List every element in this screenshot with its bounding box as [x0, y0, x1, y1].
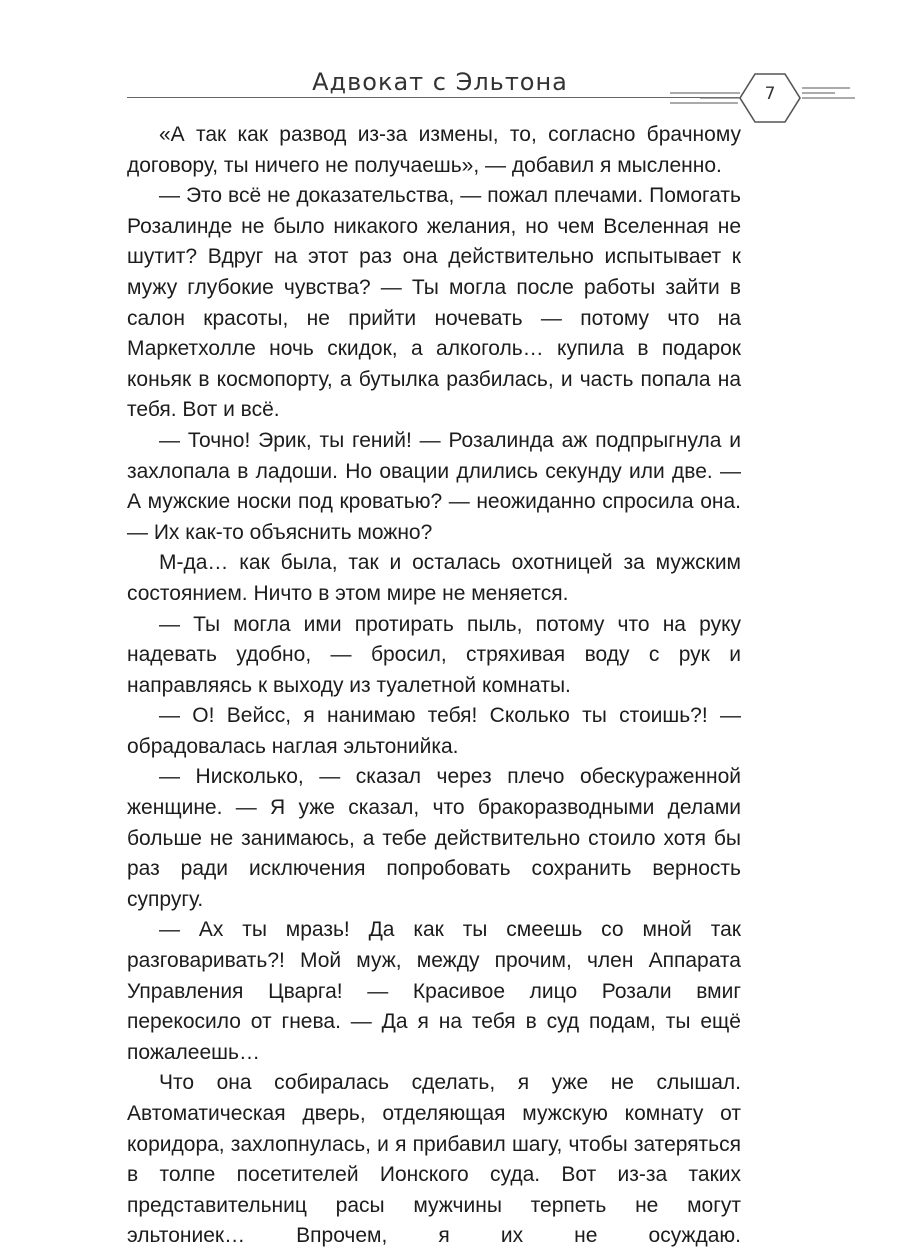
paragraph: — Нисколько, — сказал через плечо обескураженной женщине. — Я уже сказал, что бракоразводными делами больше не занимаюсь, а тебе действительно стоило хотя бы раз ради исключения попробовать сохранить верность супругу.: [127, 765, 741, 911]
header-rule: [127, 97, 739, 98]
body-text: [127, 120, 741, 1252]
paragraph: Что она собиралась сделать, я уже не слышал. Автоматическая дверь, отделяющая мужскую комнату от коридора, захлопнулась, и я прибавил шагу, чтобы затеряться в толпе посетителей Ионского суда. Вот из-за таких представительниц расы мужчины терпеть не могут эльтониек… Впрочем, я их не осуждаю.: [127, 1071, 741, 1248]
paragraph: — Точно! Эрик, ты гений! — Розалинда аж подпрыгнула и захлопала в ладоши. Но овации длились секунду или две. — А мужские носки под кроватью? — неожиданно спросила она. — Их как-то объяснить можно?: [127, 428, 741, 544]
paragraph: — Это всё не доказательства, — пожал плечами. Помогать Розалинде не было никакого желания, но чем Вселенная не шутит? Вдруг на этот раз она действительно испытывает к мужу глубокие чувства? — Ты могла после работы зайти в салон красоты, не прийти ночевать — потому что на Маркетхолле ночь скидок, а алкоголь… купила в подарок коньяк в космопорту, а бутылка разбилась, и часть попала на тебя. Вот и всё.: [127, 184, 741, 422]
right-rule-lines: [802, 88, 855, 98]
paragraph: — О! Вейсс, я нанимаю тебя! Сколько ты стоишь?! — обрадовалась наглая эльтонийка.: [127, 704, 741, 758]
paragraph: — Ты могла ими протирать пыль, потому что на руку надевать удобно, — бросил, стряхивая воду с рук и направляясь к выходу из туалетной комнаты.: [127, 612, 741, 697]
paragraph: «А так как развод из-за измены, то, согласно брачному договору, ты ничего не получаешь», — добавил я мысленно.: [127, 123, 741, 177]
left-rule-lines: [670, 93, 740, 103]
paragraph: — Ах ты мразь! Да как ты смеешь со мной так разговаривать?! Мой муж, между прочим, член Аппарата Управления Цварга! — Красивое лицо Розали вмиг перекосило от гнева. — Да я на тебя в суд подам, ты ещё пожалеешь…: [127, 918, 741, 1064]
paragraph: М-да… как была, так и осталась охотницей за мужским состоянием. Ничто в этом мире не меняется.: [127, 551, 741, 605]
running-header-title: Адвокат с Эльтона: [312, 68, 568, 96]
page-number: 7: [764, 84, 776, 104]
